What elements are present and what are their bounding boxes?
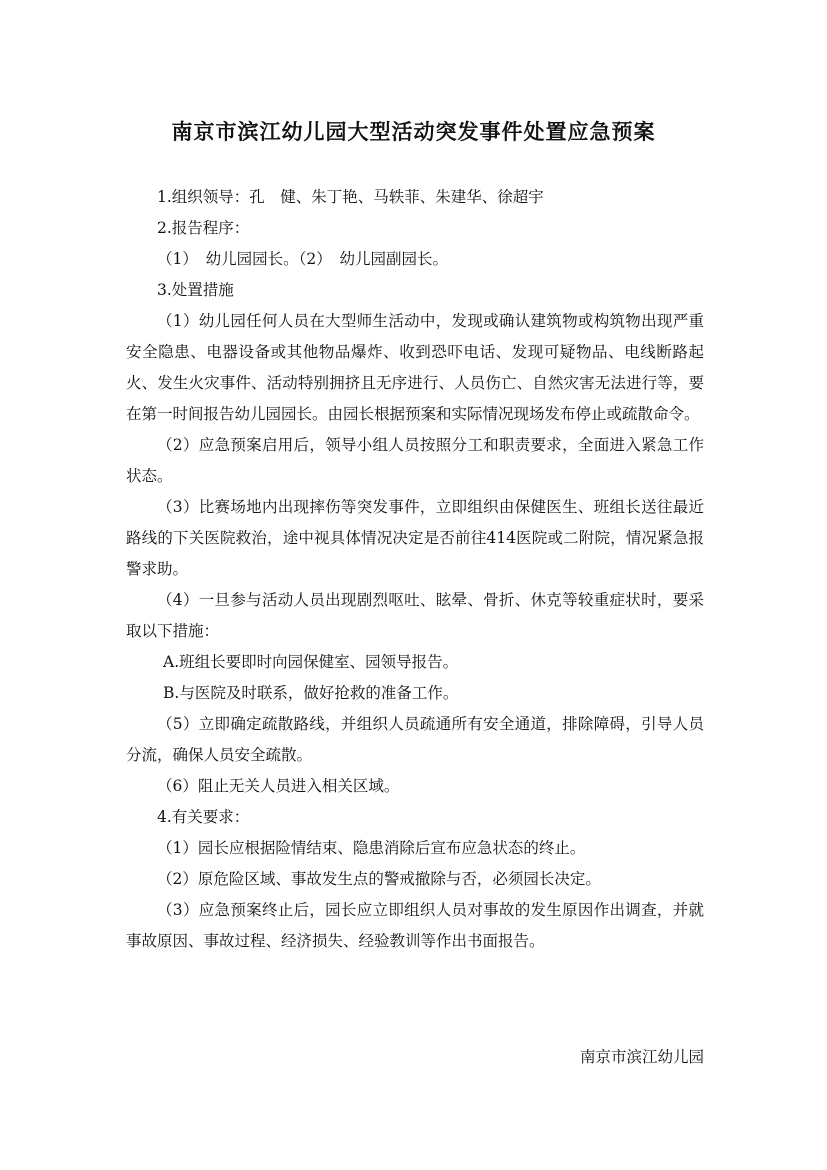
paragraph-requirement-2: （2）原危险区域、事故发生点的警戒撤除与否，必须园长决定。: [157, 870, 601, 888]
paragraph-measures-heading: 3.处置措施: [157, 281, 234, 299]
paragraph-measure-5: （5）立即确定疏散路线，并组织人员疏通所有安全通道，排除障碍，引导人员分流，确保人员安全疏散。: [126, 715, 704, 764]
signature: 南京市滨江幼儿园: [579, 1048, 704, 1066]
paragraph-organization: 1.组织领导：孔 健、朱丁艳、马轶菲、朱建华、徐超宇: [157, 188, 544, 206]
paragraph-requirement-3: （3）应急预案终止后，园长应立即组织人员对事故的发生原因作出调查，并就事故原因、事故过程、经济损失、经验教训等作出书面报告。: [126, 901, 704, 950]
paragraph-measure-4a: A.班组长要即时向园保健室、园领导报告。: [163, 653, 459, 671]
document-body: [126, 182, 704, 957]
paragraph-measure-4b: B.与医院及时联系，做好抢救的准备工作。: [163, 684, 459, 702]
paragraph-measure-4: （4）一旦参与活动人员出现剧烈呕吐、眩晕、骨折、休克等较重症状时，要采取以下措施：: [126, 591, 704, 640]
paragraph-measure-1: （1）幼儿园任何人员在大型师生活动中，发现或确认建筑物或构筑物出现严重安全隐患、电器设备或其他物品爆炸、收到恐吓电话、发现可疑物品、电线断路起火、发生火灾事件、活动特别拥挤且无序进行、人员伤亡、自然灾害无法进行等，要在第一时间报告幼儿园园长。由园长根据预案和实际情况现场发布停止或疏散命令。: [126, 312, 704, 423]
paragraph-measure-3: （3）比赛场地内出现摔伤等突发事件，立即组织由保健医生、班组长送往最近路线的下关医院救治，途中视具体情况决定是否前往414医院或二附院，情况紧急报警求助。: [126, 498, 704, 578]
paragraph-measure-2: （2）应急预案启用后，领导小组人员按照分工和职责要求，全面进入紧急工作状态。: [126, 436, 704, 485]
paragraph-requirements-heading: 4.有关要求：: [157, 808, 250, 826]
paragraph-measure-6: （6）阻止无关人员进入相关区域。: [157, 777, 400, 795]
paragraph-report-procedure: 2.报告程序：: [157, 219, 250, 237]
document-title: 南京市滨江幼儿园大型活动突发事件处置应急预案: [171, 120, 656, 144]
paragraph-report-steps: （1） 幼儿园园长。（2） 幼儿园副园长。: [157, 250, 448, 268]
paragraph-requirement-1: （1）园长应根据险情结束、隐患消除后宣布应急状态的终止。: [157, 839, 586, 857]
